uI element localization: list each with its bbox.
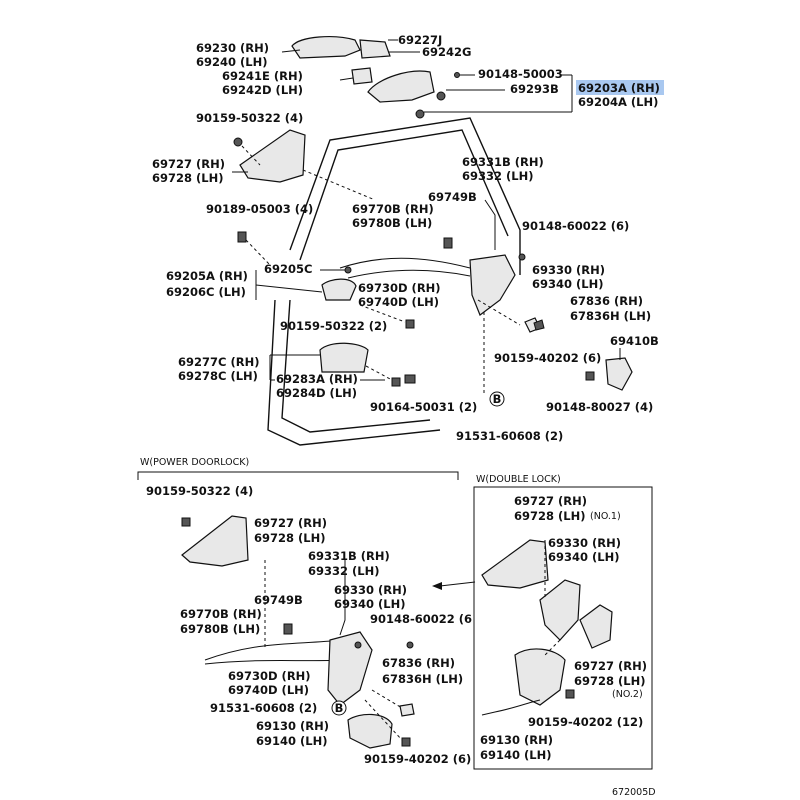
- label-69140-b: 69140 (LH): [480, 748, 552, 762]
- label-69728-c: 69728 (LH): [514, 509, 586, 523]
- label-69730d-b: 69730D (RH): [228, 669, 311, 683]
- double-lock-drawing: [482, 540, 612, 715]
- label-69749b-b: 69749B: [254, 593, 303, 607]
- section-double-lock: W(DOUBLE LOCK): [476, 474, 561, 485]
- label-69780b-a: 69780B (LH): [352, 216, 433, 230]
- label-90159-40202-b: 90159-40202 (6): [364, 752, 472, 766]
- label-69203a: 69203A (RH): [578, 81, 660, 95]
- label-90148-60022-b: 90148-60022 (6: [370, 612, 473, 626]
- label-69340-a: 69340 (LH): [532, 277, 604, 291]
- label-69749b-a: 69749B: [428, 190, 477, 204]
- label-69728-b: 69728 (LH): [254, 531, 326, 545]
- label-69205c: 69205C: [264, 262, 313, 276]
- label-90148-60022-a: 90148-60022 (6): [522, 219, 630, 233]
- label-69140-a: 69140 (LH): [256, 734, 328, 748]
- label-69330-b: 69330 (RH): [334, 583, 408, 597]
- label-90159-40202-a: 90159-40202 (6): [494, 351, 602, 365]
- label-69332-b: 69332 (LH): [308, 564, 380, 578]
- label-90189: 90189-05003 (4): [206, 202, 314, 216]
- label-69242g: 69242G: [422, 45, 472, 59]
- label-69410b: 69410B: [610, 334, 659, 348]
- label-90159-50322-c: 90159-50322 (4): [146, 484, 254, 498]
- label-69330-c: 69330 (RH): [548, 536, 622, 550]
- label-67836-a: 67836 (RH): [570, 294, 644, 308]
- label-69330-a: 69330 (RH): [532, 263, 606, 277]
- upper-left-parts: [232, 130, 415, 386]
- label-90148-50003: 90148-50003: [478, 67, 563, 81]
- label-69241e: 69241E (RH): [222, 69, 303, 83]
- label-90159-40202-c: 90159-40202 (12): [528, 715, 644, 729]
- label-69740d-b: 69740D (LH): [228, 683, 310, 697]
- label-69780b-b: 69780B (LH): [180, 622, 261, 636]
- label-69727-b: 69727 (RH): [254, 516, 328, 530]
- section-power-doorlock: W(POWER DOORLOCK): [140, 457, 250, 468]
- b-mark-2: B: [334, 701, 344, 715]
- label-69730d-a: 69730D (RH): [358, 281, 441, 295]
- label-90159-50322-a: 90159-50322 (4): [196, 111, 304, 125]
- label-69340-c: 69340 (LH): [548, 550, 620, 564]
- label-69331b-b: 69331B (RH): [308, 549, 390, 563]
- label-67836-b: 67836 (RH): [382, 656, 456, 670]
- label-69293b: 69293B: [510, 82, 559, 96]
- label-no2: (NO.2): [612, 689, 643, 700]
- label-69728-a: 69728 (LH): [152, 171, 224, 185]
- label-90148-80027: 90148-80027 (4): [546, 400, 654, 414]
- arrow-line: [440, 582, 475, 586]
- label-69770b-b: 69770B (RH): [180, 607, 262, 621]
- label-69278c: 69278C (LH): [178, 369, 258, 383]
- label-69205a: 69205A (RH): [166, 269, 248, 283]
- label-67836h-b: 67836H (LH): [382, 672, 464, 686]
- arrow-head: [432, 582, 442, 590]
- b-mark-1: B: [492, 392, 502, 406]
- label-67836h-a: 67836H (LH): [570, 309, 652, 323]
- label-no1: (NO.1): [590, 511, 621, 522]
- label-69727-a: 69727 (RH): [152, 157, 226, 171]
- label-69727-c: 69727 (RH): [514, 494, 588, 508]
- label-69728-d: 69728 (LH): [574, 674, 646, 688]
- label-69284d: 69284D (LH): [276, 386, 358, 400]
- label-69130-a: 69130 (RH): [256, 719, 330, 733]
- label-91531-a: 91531-60608 (2): [456, 429, 564, 443]
- label-69206c: 69206C (LH): [166, 285, 246, 299]
- label-69242d: 69242D (LH): [222, 83, 304, 97]
- label-69727-d: 69727 (RH): [574, 659, 648, 673]
- label-69227j: 69227J: [398, 33, 443, 47]
- label-69340-b: 69340 (LH): [334, 597, 406, 611]
- label-69332-a: 69332 (LH): [462, 169, 534, 183]
- label-69770b-a: 69770B (RH): [352, 202, 434, 216]
- label-69740d-a: 69740D (LH): [358, 295, 440, 309]
- diagram-id: 672005D: [612, 787, 656, 798]
- label-69230: 69230 (RH): [196, 41, 270, 55]
- label-90159-50322-b: 90159-50322 (2): [280, 319, 388, 333]
- power-bracket: [138, 472, 458, 480]
- label-91531-b: 91531-60608 (2): [210, 701, 318, 715]
- label-69204a: 69204A (LH): [578, 95, 659, 109]
- label-69277c: 69277C (RH): [178, 355, 260, 369]
- label-69240: 69240 (LH): [196, 55, 268, 69]
- label-69130-b: 69130 (RH): [480, 733, 554, 747]
- label-90164: 90164-50031 (2): [370, 400, 478, 414]
- label-69331b-a: 69331B (RH): [462, 155, 544, 169]
- label-69283a: 69283A (RH): [276, 372, 358, 386]
